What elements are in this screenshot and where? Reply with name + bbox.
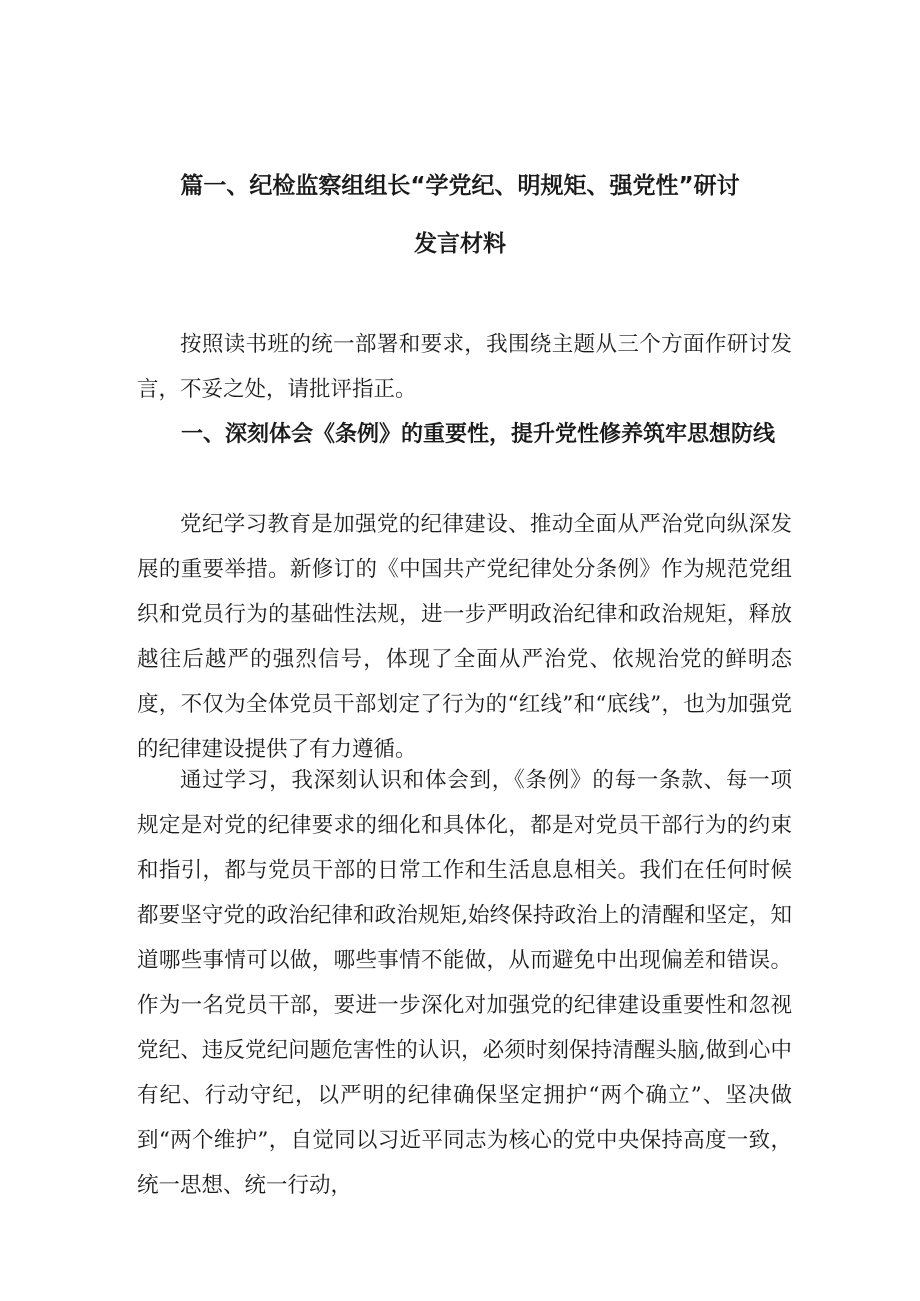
body-paragraph-1: 党纪学习教育是加强党的纪律建设、推动全面从严治党向纵深发展的重要举措。新修订的《中国共产党纪律处分条例》作为规范党组织和党员行为的基础性法规，进一步严明政治纪律和政治规矩，释放越往后越严的强烈信号，体现了全面从严治党、依规治党的鲜明态度，不仅为全体党员干部划定了行为的“红线”和“底线”，也为加强党的纪律建设提供了有力遵循。 <box>137 512 793 762</box>
document-title-line-1: 篇一、纪检监察组组长“学党纪、明规矩、强党性”研讨 <box>180 173 740 199</box>
document-title-line-2: 发言材料 <box>414 231 506 257</box>
body-paragraph-2: 通过学习，我深刻认识和体会到，《条例》的每一条款、每一项规定是对党的纪律要求的细化和具体化，都是对党员干部行为的约束和指引，都与党员干部的日常工作和生活息息相关。我们在任何时候都要坚守党的政治纪律和政治规矩,始终保持政治上的清醒和坚定，知道哪些事情可以做，哪些事情不能做，从而避免中出现偏差和错误。作为一名党员干部，要进一步深化对加强党的纪律建设重要性和忽视党纪、违反党纪问题危害性的认识，必须时刻保持清醒头脑,做到心中有纪、行动守纪，以严明的纪律确保坚定拥护“两个确立”、坚决做到“两个维护”，自觉同以习近平同志为核心的党中央保持高度一致，统一思想、统一行动， <box>137 768 792 1198</box>
section-1-heading: 一、深刻体会《条例》的重要性，提升党性修养筑牢思想防线 <box>181 422 776 447</box>
intro-paragraph: 按照读书班的统一部署和要求，我围绕主题从三个方面作研讨发言，不妥之处，请批评指正。 <box>137 332 792 402</box>
